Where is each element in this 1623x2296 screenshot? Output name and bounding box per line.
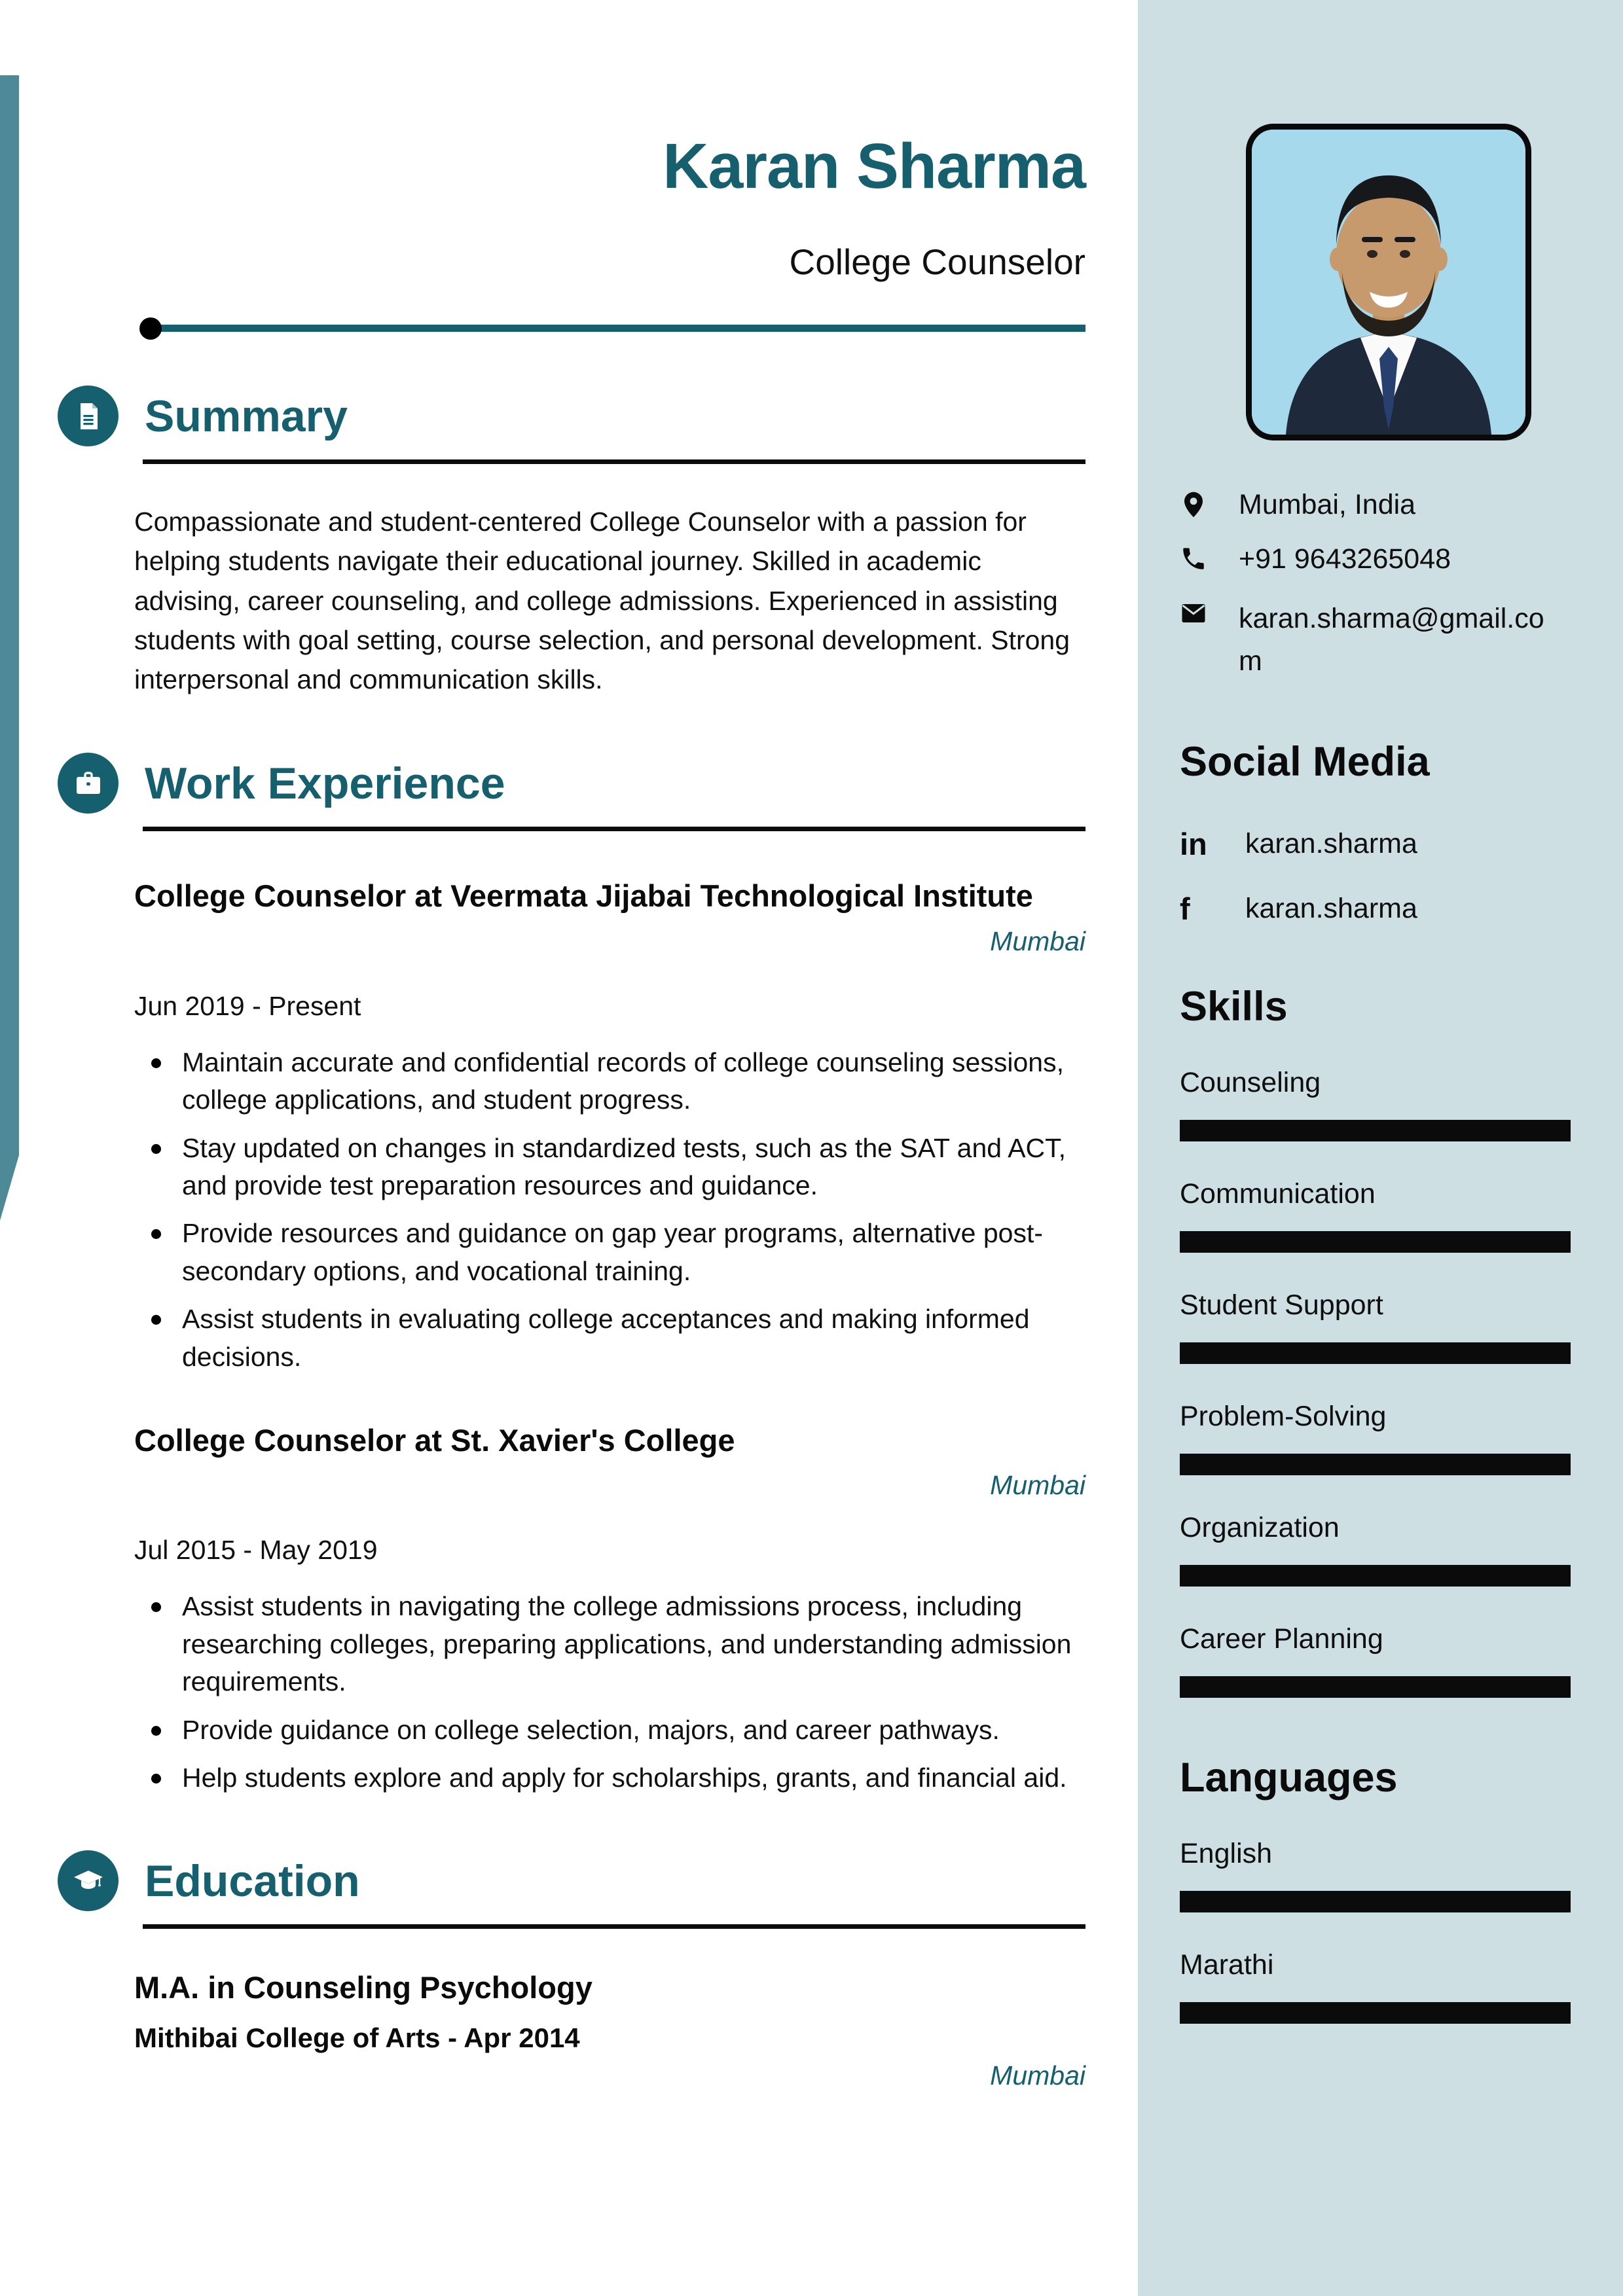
language-item (1180, 1949, 1597, 2024)
skill-bar-track (1180, 1454, 1571, 1475)
summary-underline (143, 459, 1085, 464)
person-title: College Counselor (789, 242, 1085, 282)
skill-name: Communication (1180, 1178, 1376, 1210)
job-bullet: Help students explore and apply for scholarships, grants, and financial aid. (134, 1759, 1085, 1797)
work-icon-badge (58, 753, 119, 814)
job-location: Mumbai (990, 925, 1085, 956)
contact-phone: +91 9643265048 (1239, 543, 1451, 575)
job-bullet-list (134, 1044, 1085, 1376)
job-dates: Jun 2019 - Present (134, 990, 361, 1021)
skill-item (1180, 1623, 1597, 1698)
phone-icon (1180, 545, 1207, 573)
skills-heading: Skills (1180, 984, 1288, 1030)
contact-email: karan.sharma@gmail.com (1239, 603, 1544, 677)
job-bullet-list (134, 1588, 1085, 1797)
skill-name: Counseling (1180, 1067, 1321, 1098)
divider-dot (139, 317, 162, 340)
skill-bar (1180, 1231, 1571, 1253)
linkedin-icon: in (1180, 827, 1207, 861)
skill-bar (1180, 1565, 1571, 1587)
contact-phone-row (1180, 543, 1597, 575)
language-bar-track (1180, 1891, 1571, 1912)
skill-item (1180, 1512, 1597, 1587)
contact-location-row (1180, 489, 1597, 521)
language-item (1180, 1838, 1597, 1912)
profile-photo-illustration (1252, 130, 1525, 435)
skill-bar (1180, 1676, 1571, 1698)
briefcase-icon (73, 768, 104, 799)
job-dates: Jul 2015 - May 2019 (134, 1535, 378, 1566)
language-bar (1180, 2002, 1571, 2024)
social-linkedin-row (1180, 826, 1597, 862)
education-location: Mumbai (990, 2060, 1085, 2091)
skill-name: Career Planning (1180, 1623, 1383, 1655)
facebook-handle: karan.sharma (1245, 893, 1417, 924)
work-section-header (58, 753, 1085, 814)
skill-name: Problem-Solving (1180, 1401, 1387, 1432)
degree: M.A. in Counseling Psychology (134, 1970, 593, 2005)
envelope-icon (1180, 600, 1207, 627)
job-bullet: Assist students in evaluating college acceptances and making informed decisions. (134, 1300, 1085, 1376)
skill-bar-track (1180, 1342, 1571, 1364)
skill-bar-track (1180, 1676, 1571, 1698)
job-bullet: Stay updated on changes in standardized tests, such as the SAT and ACT, and provide test preparation resources and guidance. (134, 1130, 1085, 1205)
header-divider (144, 325, 1085, 332)
summary-section (134, 386, 1085, 699)
document-icon (73, 401, 104, 432)
education-section-header (58, 1850, 1085, 1911)
skill-item (1180, 1067, 1597, 1141)
job-title: College Counselor at St. Xavier's College (134, 1422, 735, 1458)
person-name: Karan Sharma (663, 130, 1085, 202)
social-facebook-row (1180, 891, 1597, 927)
facebook-icon: f (1180, 891, 1190, 926)
job-bullet: Provide resources and guidance on gap year programs, alternative post-secondary options, and vocational training. (134, 1215, 1085, 1290)
job-entry-1 (134, 873, 1085, 1376)
job-entry-2 (134, 1418, 1085, 1797)
contact-list (1180, 489, 1597, 682)
location-pin-icon (1180, 491, 1207, 518)
job-bullet: Maintain accurate and confidential records of college counseling sessions, college applications, and student progress. (134, 1044, 1085, 1119)
skill-bar-track (1180, 1565, 1571, 1587)
summary-section-header (58, 386, 1085, 446)
summary-heading: Summary (145, 391, 348, 441)
work-experience-section (134, 753, 1085, 1797)
work-heading: Work Experience (145, 758, 505, 808)
job-bullet: Provide guidance on college selection, majors, and career pathways. (134, 1712, 1085, 1749)
header (134, 0, 1085, 332)
work-underline (143, 827, 1085, 831)
social-list (1180, 826, 1597, 927)
summary-icon-badge (58, 386, 119, 446)
skill-bar (1180, 1120, 1571, 1141)
social-media-heading: Social Media (1180, 739, 1430, 785)
graduation-cap-icon (73, 1865, 104, 1897)
job-location: Mumbai (990, 1470, 1085, 1501)
skill-bar (1180, 1342, 1571, 1364)
profile-photo (1246, 124, 1531, 440)
summary-text: Compassionate and student-centered College Counselor with a passion for helping students navigate their educational journey. Skilled in academic advising, career counseling, and college admissions. Experienced in assisting students with goal setting, course selection, and personal development. Strong interpersonal and communication skills. (134, 507, 1070, 695)
sidebar (1138, 0, 1623, 2296)
language-bar-track (1180, 2002, 1571, 2024)
language-bar (1180, 1891, 1571, 1912)
language-name: English (1180, 1838, 1273, 1869)
education-section (134, 1850, 1085, 2091)
job-bullet: Assist students in navigating the college admissions process, including researching colleges, preparing applications, and understanding admission requirements. (134, 1588, 1085, 1700)
skill-item (1180, 1289, 1597, 1364)
skill-item (1180, 1401, 1597, 1475)
language-name: Marathi (1180, 1949, 1274, 1981)
institution-and-date: Mithibai College of Arts - Apr 2014 (134, 2022, 580, 2054)
education-heading: Education (145, 1856, 360, 1906)
skill-bar (1180, 1454, 1571, 1475)
languages-heading: Languages (1180, 1755, 1398, 1801)
education-icon-badge (58, 1850, 119, 1911)
education-underline (143, 1924, 1085, 1929)
contact-email-row (1180, 598, 1597, 682)
skill-name: Student Support (1180, 1289, 1383, 1321)
contact-location: Mumbai, India (1239, 489, 1416, 520)
left-accent-stripe (0, 75, 19, 1221)
skill-bar-track (1180, 1120, 1571, 1141)
skill-bar-track (1180, 1231, 1571, 1253)
skill-item (1180, 1178, 1597, 1253)
linkedin-handle: karan.sharma (1245, 828, 1417, 859)
job-title: College Counselor at Veermata Jijabai Technological Institute (134, 878, 1033, 914)
skill-name: Organization (1180, 1512, 1340, 1543)
